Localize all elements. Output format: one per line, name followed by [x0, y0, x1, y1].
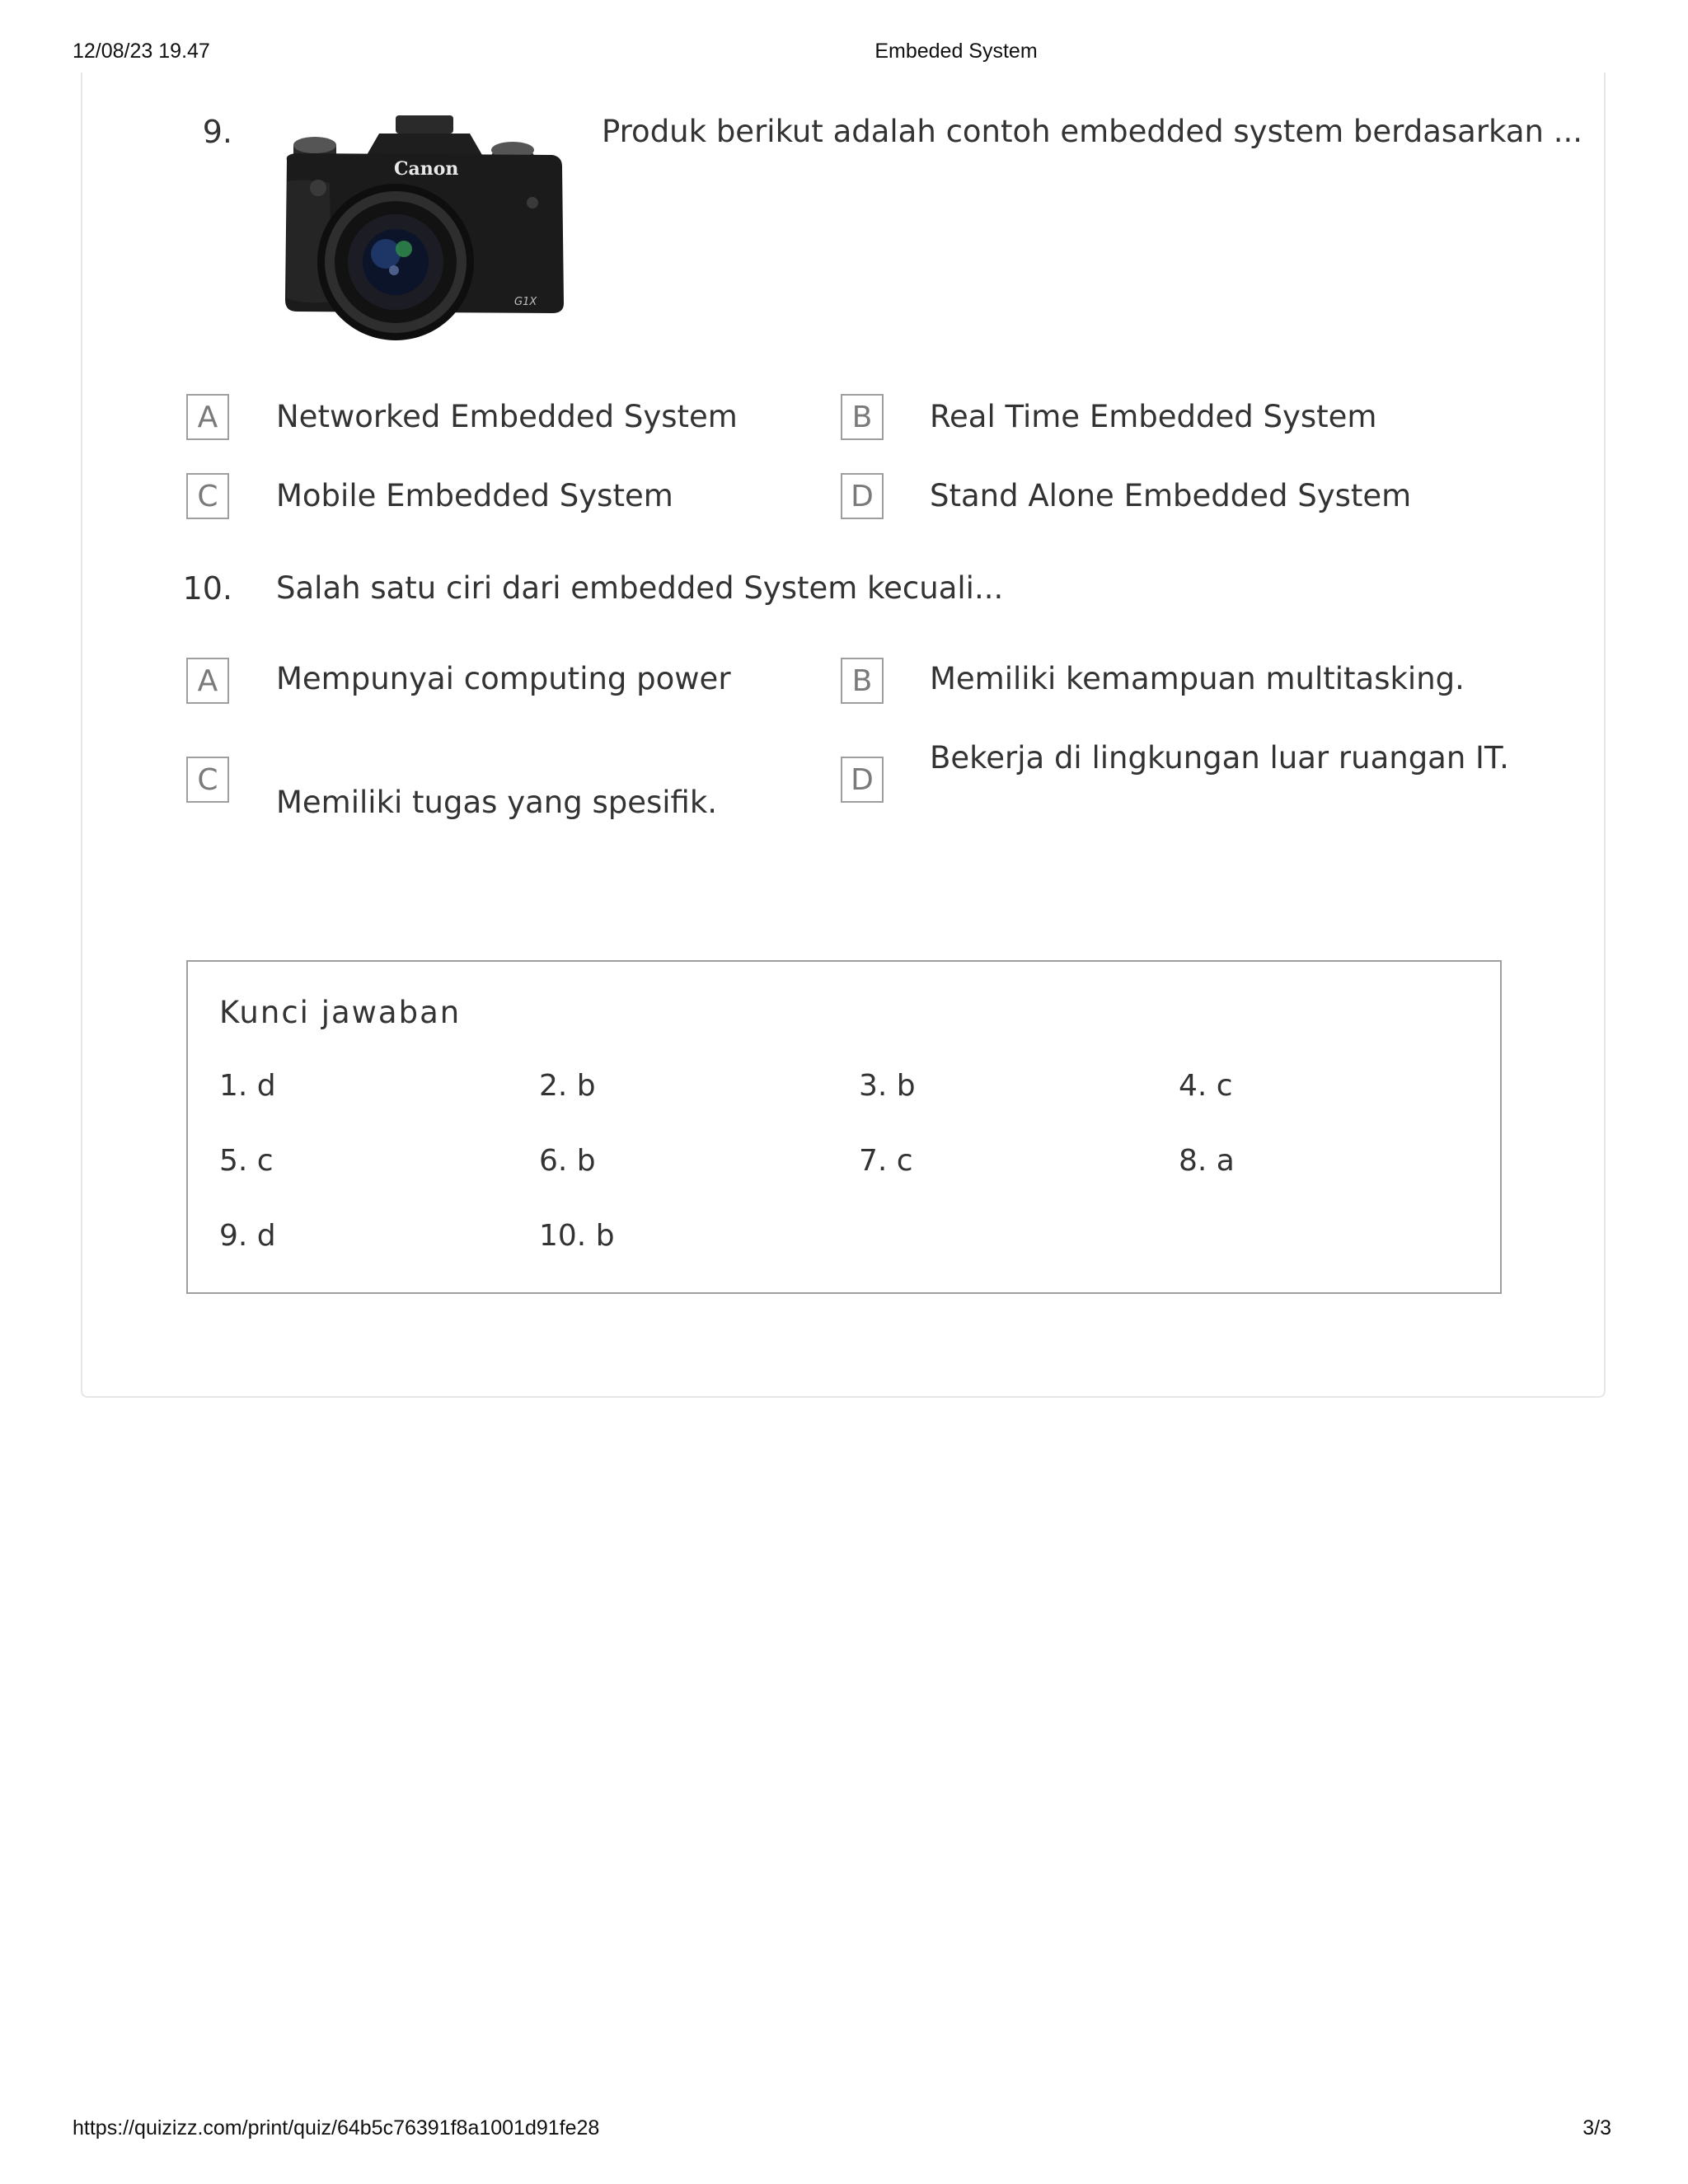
answer-key-item: 6. b	[539, 1144, 596, 1178]
answer-key-item: 1. d	[219, 1069, 276, 1103]
answer-key-box	[186, 960, 1502, 1294]
answer-key-item: 4. c	[1179, 1069, 1233, 1103]
camera-image	[272, 107, 577, 346]
answer-key-item: 3. b	[859, 1069, 916, 1103]
print-datetime: 12/08/23 19.47	[73, 40, 210, 63]
option-b-box[interactable]: B	[841, 658, 884, 704]
option-c-box[interactable]: C	[186, 757, 229, 803]
print-header	[0, 40, 1688, 69]
option-a-text: Mempunyai computing power	[276, 661, 731, 696]
answer-key-item: 5. c	[219, 1144, 274, 1178]
camera-model: G1X	[514, 296, 537, 308]
print-page-number: 3/3	[1582, 2116, 1611, 2139]
option-b-box[interactable]: B	[841, 394, 884, 440]
option-b-text: Real Time Embedded System	[930, 399, 1377, 434]
option-c-text: Memiliki tugas yang spesifik.	[276, 785, 718, 820]
print-footer	[0, 2116, 1688, 2146]
answer-key-item: 10. b	[539, 1219, 615, 1253]
option-d-box[interactable]: D	[841, 473, 884, 519]
print-title: Embeded System	[874, 40, 1038, 63]
option-c-text: Mobile Embedded System	[276, 478, 673, 513]
answer-key-item: 2. b	[539, 1069, 596, 1103]
option-d-box[interactable]: D	[841, 757, 884, 803]
question-text: Produk berikut adalah contoh embedded system berdasarkan ...	[602, 114, 1582, 149]
option-d-text: Stand Alone Embedded System	[930, 478, 1412, 513]
answer-key-item: 7. c	[859, 1144, 913, 1178]
option-a-text: Networked Embedded System	[276, 399, 738, 434]
camera-brand: Canon	[394, 158, 459, 180]
option-a-box[interactable]: A	[186, 394, 229, 440]
option-a-box[interactable]: A	[186, 658, 229, 704]
print-url[interactable]: https://quizizz.com/print/quiz/64b5c76391f8a1001d91fe28	[73, 2116, 600, 2139]
option-b-text: Memiliki kemampuan multitasking.	[930, 661, 1465, 696]
question-number: 10.	[182, 570, 232, 607]
option-d-text: Bekerja di lingkungan luar ruangan IT.	[930, 740, 1509, 776]
answer-key-item: 9. d	[219, 1219, 276, 1253]
question-number: 9.	[202, 114, 232, 150]
question-text: Salah satu ciri dari embedded System kecuali...	[276, 570, 1004, 606]
answer-key-item: 8. a	[1179, 1144, 1235, 1178]
answer-key-title: Kunci jawaban	[219, 995, 462, 1030]
option-c-box[interactable]: C	[186, 473, 229, 519]
